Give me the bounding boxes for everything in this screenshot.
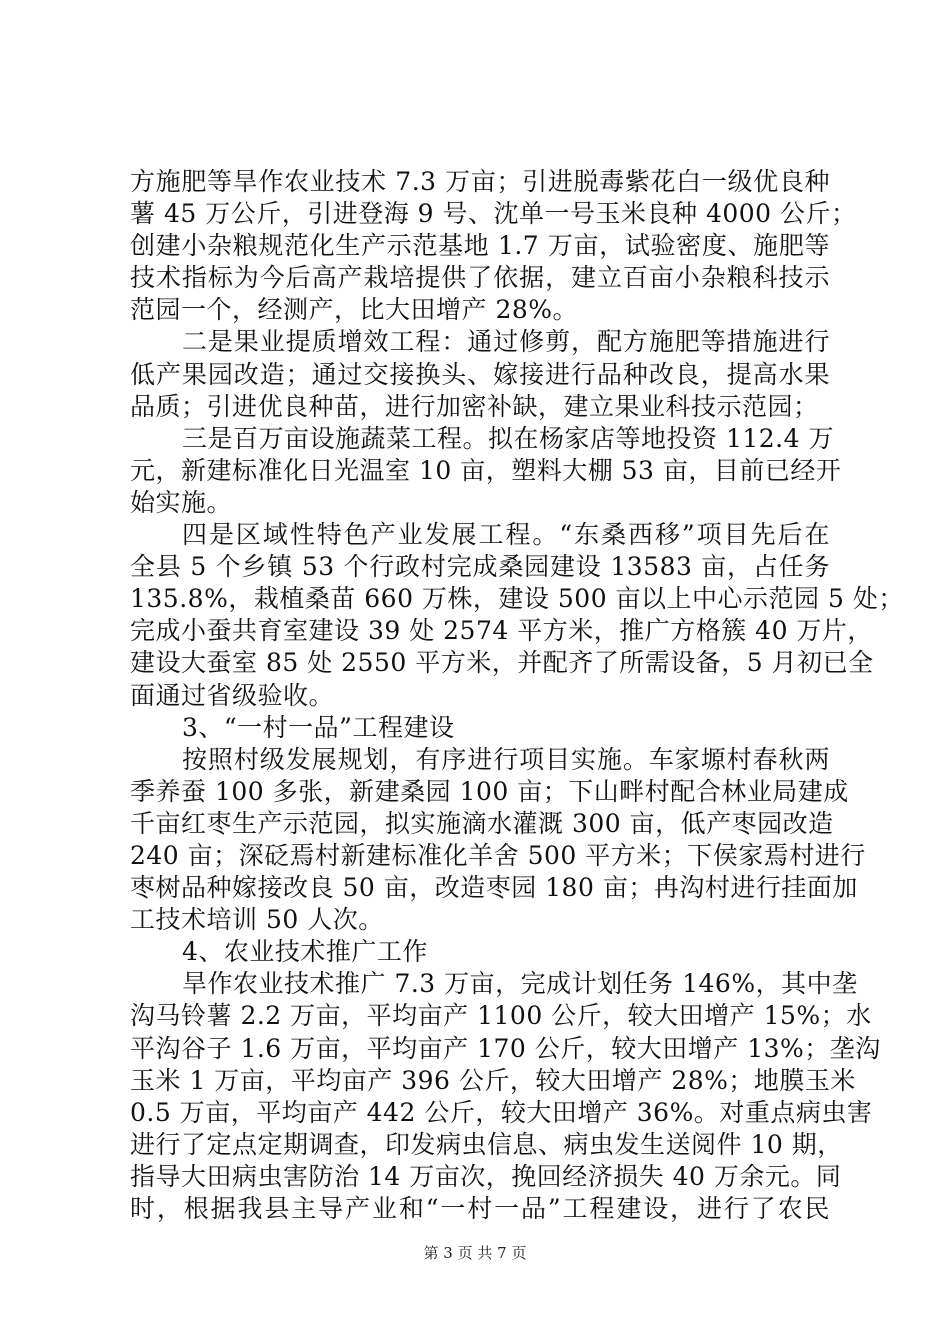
text-line: 低产果园改造；通过交接换头、嫁接进行品种改良，提高水果 (130, 359, 830, 389)
text-line: 始实施。 (130, 487, 233, 517)
document-body (130, 166, 904, 1225)
text-line: 方施肥等旱作农业技术 7.3 万亩；引进脱毒紫花白一级优良种 (130, 167, 830, 196)
text-line: 135.8%，栽植桑苗 660 万株，建设 500 亩以上中心示范园 5 处； (130, 584, 904, 614)
text-line: 0.5 万亩，平均亩产 442 公斤，较大田增产 36%。对重点病虫害 (130, 1097, 873, 1127)
text-line: 品质；引进优良种苗，进行加密补缺，建立果业科技示范园； (130, 391, 819, 421)
text-line: 沟马铃薯 2.2 万亩，平均亩产 1100 公斤，较大田增产 15%；水 (130, 1001, 872, 1031)
text-line: 四是区域性特色产业发展工程。“东桑西移”项目先后在 (182, 520, 830, 550)
text-line: 范园一个，经测产，比大田增产 28%。 (130, 295, 579, 325)
text-line: 二是果业提质增效工程：通过修剪，配方施肥等措施进行 (182, 327, 830, 357)
text-line: 4、农业技术推广工作 (182, 937, 428, 967)
text-line: 3、“一村一品”工程建设 (182, 712, 455, 742)
text-line: 创建小杂粮规范化生产示范基地 1.7 万亩，试验密度、施肥等 (130, 231, 830, 261)
text-line: 建设大蚕室 85 处 2550 平方米，并配齐了所需设备，5 月初已全 (130, 648, 874, 678)
text-line: 技术指标为今后高产栽培提供了依据，建立百亩小杂粮科技示 (130, 263, 830, 293)
page-footer: 第 3 页 共 7 页 (423, 1244, 527, 1262)
text-line: 季养蚕 100 多张，新建桑园 100 亩；下山畔村配合林业局建成 (130, 776, 849, 806)
text-line: 枣树品种嫁接改良 50 亩，改造枣园 180 亩；冉沟村进行挂面加 (130, 873, 858, 903)
text-line: 全县 5 个乡镇 53 个行政村完成桑园建设 13583 亩，占任务 (130, 552, 830, 582)
text-line: 玉米 1 万亩，平均亩产 396 公斤，较大田增产 28%；地膜玉米 (130, 1065, 856, 1095)
text-line: 指导大田病虫害防治 14 万亩次，挽回经济损失 40 万余元。同 (130, 1161, 842, 1191)
text-line: 千亩红枣生产示范园，拟实施滴水灌溉 300 亩，低产枣园改造 (130, 808, 834, 838)
text-line: 完成小蚕共育室建设 39 处 2574 平方米，推广方格簇 40 万片， (130, 616, 873, 646)
text-line: 240 亩；深砭焉村新建标准化羊舍 500 平方米；下侯家焉村进行 (130, 840, 866, 870)
text-line: 平沟谷子 1.6 万亩，平均亩产 170 公斤，较大田增产 13%；垄沟 (130, 1033, 881, 1063)
text-line: 元，新建标准化日光温室 10 亩，塑料大棚 53 亩，目前已经开 (130, 455, 842, 485)
text-line: 进行了定点定期调查，印发病虫信息、病虫发生送阅件 10 期， (130, 1129, 843, 1159)
text-line: 面通过省级验收。 (130, 680, 335, 710)
text-line: 薯 45 万公斤，引进登海 9 号、沈单一号玉米良种 4000 公斤； (130, 199, 857, 229)
text-line: 按照村级发展规划，有序进行项目实施。车家塬村春秋两 (182, 744, 830, 774)
text-line: 工技术培训 50 人次。 (130, 905, 384, 935)
text-line: 旱作农业技术推广 7.3 万亩，完成计划任务 146%，其中垄 (182, 969, 858, 999)
text-line: 时，根据我县主导产业和“一村一品”工程建设，进行了农民 (130, 1194, 830, 1223)
text-line: 三是百万亩设施蔬菜工程。拟在杨家店等地投资 112.4 万 (182, 423, 834, 453)
